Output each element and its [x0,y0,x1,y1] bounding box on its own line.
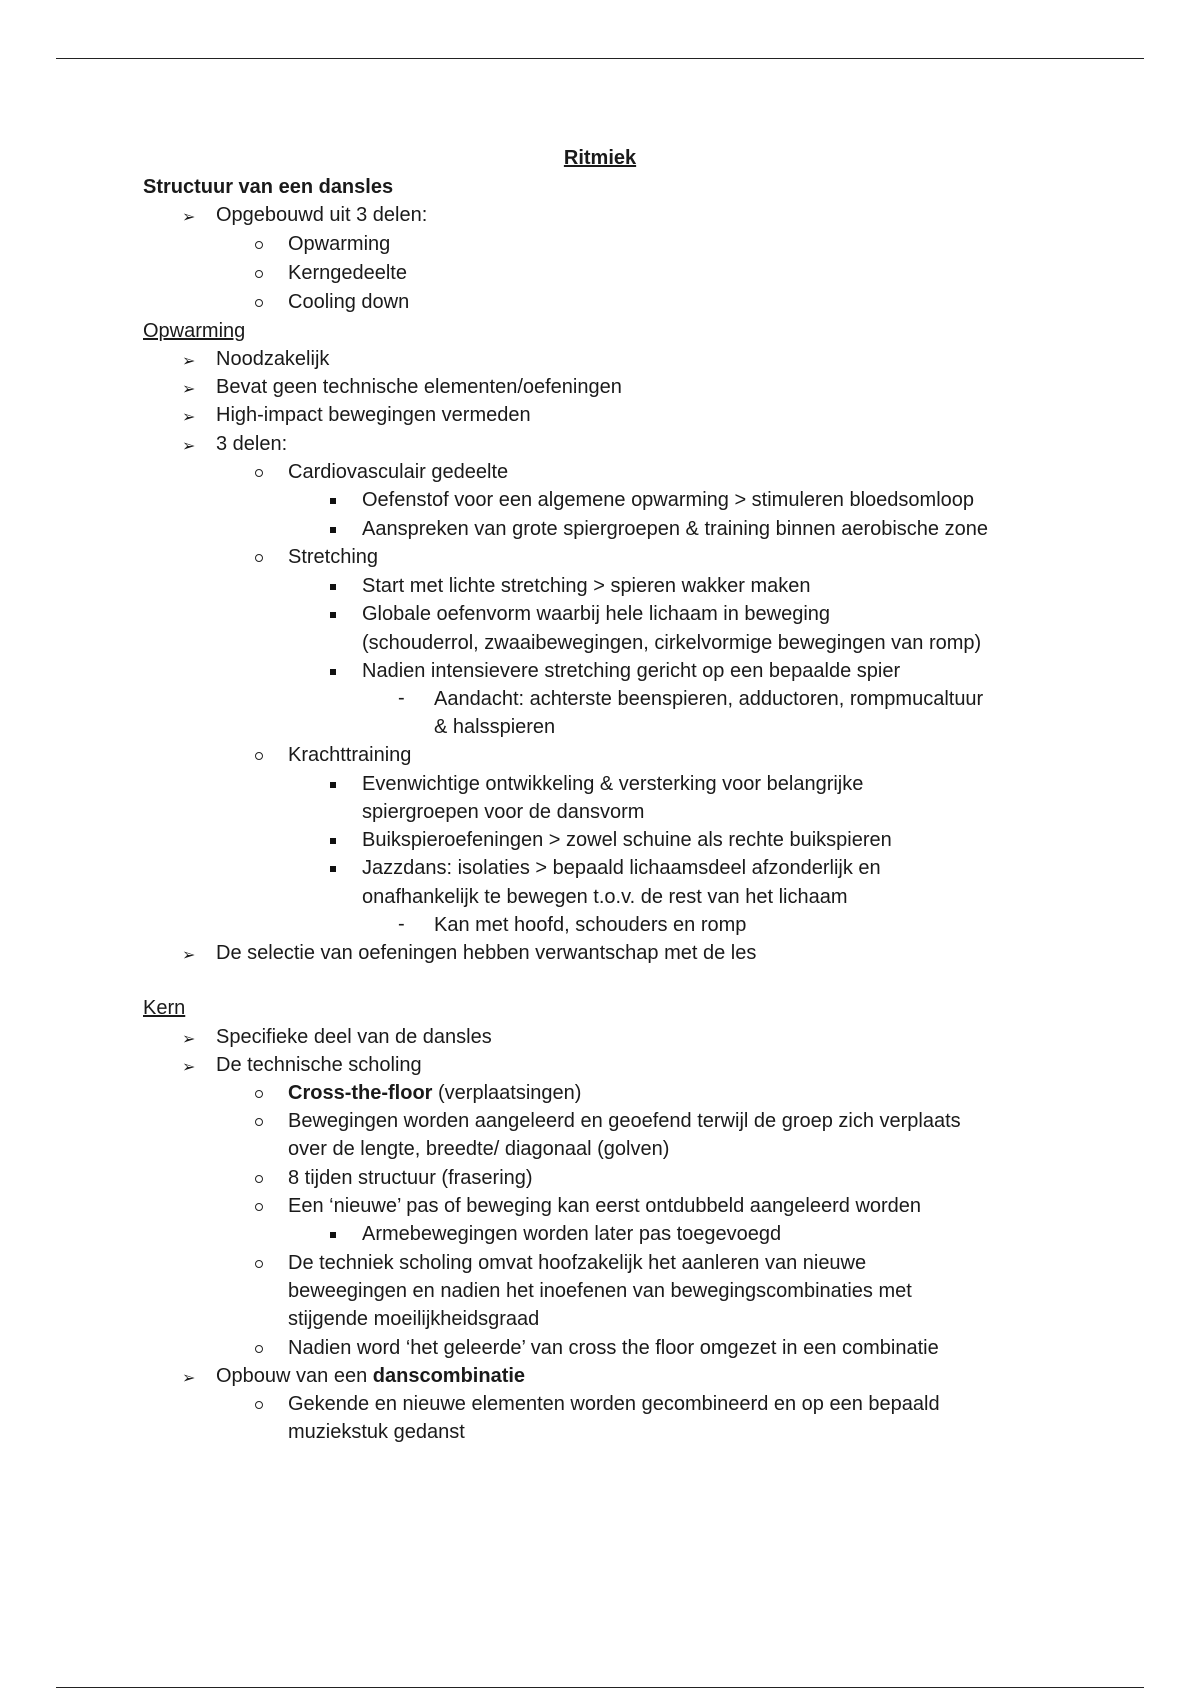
item-text: Opwarming [288,233,391,255]
arrow-bullet-icon: ➢ [182,409,196,426]
item-text: spiergroepen voor de dansvorm [362,801,645,823]
list-item [288,743,411,767]
list-item [434,715,555,739]
list-item [362,856,881,880]
list-item [288,1392,940,1416]
list-item [362,517,988,541]
list-item [288,1194,921,1218]
item-text: Noodzakelijk [216,348,330,370]
list-item [362,828,892,852]
item-text: Structuur van een dansles [143,176,394,198]
list-item [288,1336,939,1360]
item-text: muziekstuk gedanst [288,1421,465,1443]
item-text: De selectie van oefeningen hebben verwantschap met de les [216,942,757,964]
list-item [362,885,847,909]
list-item [434,687,983,711]
list-item [216,403,531,427]
square-bullet-icon [330,1232,336,1238]
arrow-bullet-icon: ➢ [182,438,196,455]
list-item [216,203,427,227]
item-text: over de lengte, breedte/ diagonaal (golven) [288,1138,670,1160]
square-bullet-icon [330,527,336,533]
square-bullet-icon [330,498,336,504]
square-bullet-icon [330,782,336,788]
item-text: Specifieke deel van de dansles [216,1026,492,1048]
circle-bullet-icon [255,1260,263,1268]
item-text: Opgebouwd uit 3 delen: [216,204,428,226]
list-item [288,1279,912,1303]
circle-bullet-icon [255,1401,263,1409]
list-item [288,1251,866,1275]
list-item [362,488,974,512]
list-item [362,574,811,598]
circle-bullet-icon [255,1345,263,1353]
list-item [288,1109,961,1133]
item-text: (schouderrol, zwaaibewegingen, cirkelvormige bewegingen van romp) [362,632,982,654]
footer-rule [56,1687,1144,1688]
emphasis-text: danscombinatie [372,1365,526,1387]
circle-bullet-icon [255,1203,263,1211]
item-text: Jazzdans: isolaties > bepaald lichaamsdeel afzonderlijk en [362,857,881,879]
list-item [362,800,644,824]
item-text: Buikspieroefeningen > zowel schuine als rechte buikspieren [362,829,892,851]
circle-bullet-icon [255,270,263,278]
item-text: Start met lichte stretching > spieren wakker maken [362,575,811,597]
item-text: Globale oefenvorm waarbij hele lichaam in beweging [362,603,831,625]
list-item [288,290,409,314]
list-item [216,432,287,456]
item-text: 3 delen: [216,433,288,455]
item-text: beweegingen en nadien het inoefenen van bewegingscombinaties met [288,1280,912,1302]
arrow-bullet-icon: ➢ [182,947,196,964]
arrow-bullet-icon: ➢ [182,1059,196,1076]
list-item [216,1025,492,1049]
list-item [362,602,830,626]
list-item [288,1166,533,1190]
item-text: De techniek scholing omvat hoofzakelijk het aanleren van nieuwe [288,1252,867,1274]
list-item [288,232,390,256]
list-item [288,1307,539,1331]
item-text: Nadien word ‘het geleerde’ van cross the floor omgezet in een combinatie [288,1337,939,1359]
circle-bullet-icon [255,1090,263,1098]
item-text: Kan met hoofd, schouders en romp [434,914,747,936]
square-bullet-icon [330,612,336,618]
list-item [288,1420,465,1444]
list-item [288,1081,581,1105]
dash-bullet-icon: - [398,687,405,709]
item-text: & halsspieren [434,716,556,738]
header-rule [56,58,1144,59]
circle-bullet-icon [255,752,263,760]
item-text: Oefenstof voor een algemene opwarming > stimuleren bloedsomloop [362,489,975,511]
list-item [288,261,407,285]
list-item [362,659,900,683]
circle-bullet-icon [255,241,263,249]
document-title: Ritmiek [563,147,637,169]
item-text: Armebewegingen worden later pas toegevoegd [362,1223,782,1245]
item-text: De technische scholing [216,1054,422,1076]
list-item [288,460,508,484]
list-item [216,1053,422,1077]
item-text: Nadien intensievere stretching gericht op een bepaalde spier [362,660,901,682]
item-text: Kern [143,997,186,1019]
list-item [434,913,746,937]
list-item [288,545,378,569]
circle-bullet-icon [255,1175,263,1183]
section-heading [143,996,185,1020]
circle-bullet-icon [255,299,263,307]
circle-bullet-icon [255,554,263,562]
list-item [216,1364,525,1388]
item-text: Bewegingen worden aangeleerd en geoefend terwijl de groep zich verplaats [288,1110,961,1132]
item-text: Een ‘nieuwe’ pas of beweging kan eerst ontdubbeld aangeleerd worden [288,1195,922,1217]
list-item [216,941,756,965]
item-text: Cooling down [288,291,410,313]
list-item [288,1137,669,1161]
item-text: Cardiovasculair gedeelte [288,461,509,483]
item-text: Gekende en nieuwe elementen worden gecombineerd en op een bepaald [288,1393,940,1415]
list-item [216,347,329,371]
arrow-bullet-icon: ➢ [182,381,196,398]
dash-bullet-icon: - [398,913,405,935]
square-bullet-icon [330,669,336,675]
section-heading [143,319,245,343]
arrow-bullet-icon: ➢ [182,1370,196,1387]
emphasis-text: Cross-the-floor [288,1082,433,1104]
item-text: onafhankelijk te bewegen t.o.v. de rest van het lichaam [362,886,848,908]
circle-bullet-icon [255,1118,263,1126]
section-heading [143,175,393,199]
circle-bullet-icon [255,469,263,477]
arrow-bullet-icon: ➢ [182,1031,196,1048]
item-text: Opbouw van een [216,1365,373,1387]
item-text: 8 tijden structuur (frasering) [288,1167,533,1189]
list-item [362,631,981,655]
item-text: stijgende moeilijkheidsgraad [288,1308,540,1330]
item-text: Krachttraining [288,744,412,766]
arrow-bullet-icon: ➢ [182,353,196,370]
item-text: Aandacht: achterste beenspieren, adductoren, rompmucaltuur [434,688,984,710]
list-item [216,375,622,399]
item-text: Evenwichtige ontwikkeling & versterking voor belangrijke [362,773,864,795]
list-item [362,1222,781,1246]
item-text: Stretching [288,546,379,568]
item-text: Kerngedeelte [288,262,407,284]
item-text: Bevat geen technische elementen/oefeningen [216,376,622,398]
square-bullet-icon [330,584,336,590]
item-text: Opwarming [143,320,246,342]
item-text: High-impact bewegingen vermeden [216,404,531,426]
list-item [362,772,863,796]
arrow-bullet-icon: ➢ [182,209,196,226]
item-text: (verplaatsingen) [432,1082,582,1104]
item-text: Aanspreken van grote spiergroepen & training binnen aerobische zone [362,518,988,540]
square-bullet-icon [330,838,336,844]
square-bullet-icon [330,866,336,872]
